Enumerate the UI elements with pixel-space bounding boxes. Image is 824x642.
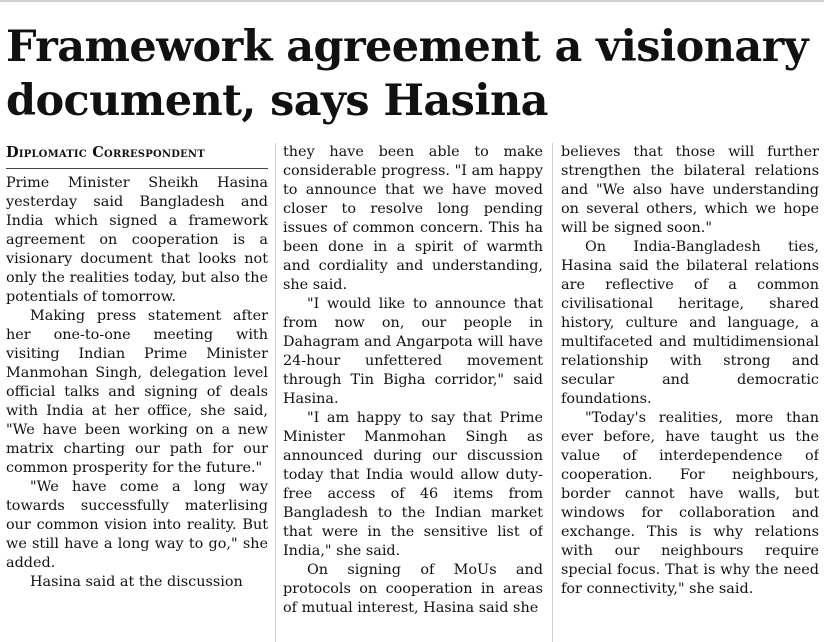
- article-column-2: [283, 143, 543, 642]
- article-headline: [6, 20, 818, 128]
- article-column-1: [6, 143, 268, 642]
- paragraph: "I would like to announce that from now on, our people in Dahagram and Angarpota will have 24-hour unfettered movement through Tin Bigha corridor," said Hasina.: [283, 296, 543, 407]
- article-column-3: [561, 143, 819, 642]
- paragraph: Making press statement after her one-to-one meeting with visiting Indian Prime Minister Manmohan Singh, delegation level official talks and signing of deals with India at her office, she said, "We have been working on a new matrix charting our path for our common prosperity for the future.": [6, 308, 268, 476]
- byline: Diplomatic Correspondent: [6, 143, 268, 169]
- headline-line: Framework agreement a visionary: [6, 22, 809, 72]
- column-divider: [275, 143, 276, 642]
- paragraph: Hasina said at the discussion: [30, 574, 243, 590]
- paragraph: "I am happy to say that Prime Minister Manmohan Singh as announced during our discussion today that India would allow duty-free access of 46 items from Bangladesh to the Indian market that were in the sensitive list of India," she said.: [283, 410, 543, 559]
- paragraph: On signing of MoUs and protocols on cooperation in areas of mutual interest, Hasina said she: [283, 562, 543, 616]
- paragraph: believes that those will further strengthen the bilateral relations and "We also have understanding on several others, which we hope will be signed soon.": [561, 144, 819, 236]
- paragraph: they have been able to make considerable progress. "I am happy to announce that we have moved closer to resolve long pending issues of common concern. This ha been done in a spirit of warmth and cordiality and understanding, she said.: [283, 144, 543, 293]
- headline-line: document, says Hasina: [6, 76, 548, 126]
- paragraph: On India-Bangladesh ties, Hasina said the bilateral relations are reflective of a common civilisational heritage, shared history, culture and language, a multifaceted and multidimensional relationship with strong and secular and democratic foundations.: [561, 239, 819, 407]
- paragraph: "We have come a long way towards successfully materlising our common vision into reality. But we still have a long way to go," she added.: [6, 479, 268, 571]
- top-border: [0, 0, 824, 2]
- paragraph: "Today's realities, more than ever before, have taught us the value of interdependence of cooperation. For neighbours, border cannot have walls, but windows for collaboration and exchange. This is why relations with our neighbours require special focus. That is why the need for connectivity," she said.: [561, 410, 819, 597]
- paragraph: Prime Minister Sheikh Hasina yesterday said Bangladesh and India which signed a framework agreement on cooperation is a visionary document that looks not only the realities today, but also the potentials of tomorrow.: [6, 175, 268, 305]
- column-divider: [552, 143, 553, 642]
